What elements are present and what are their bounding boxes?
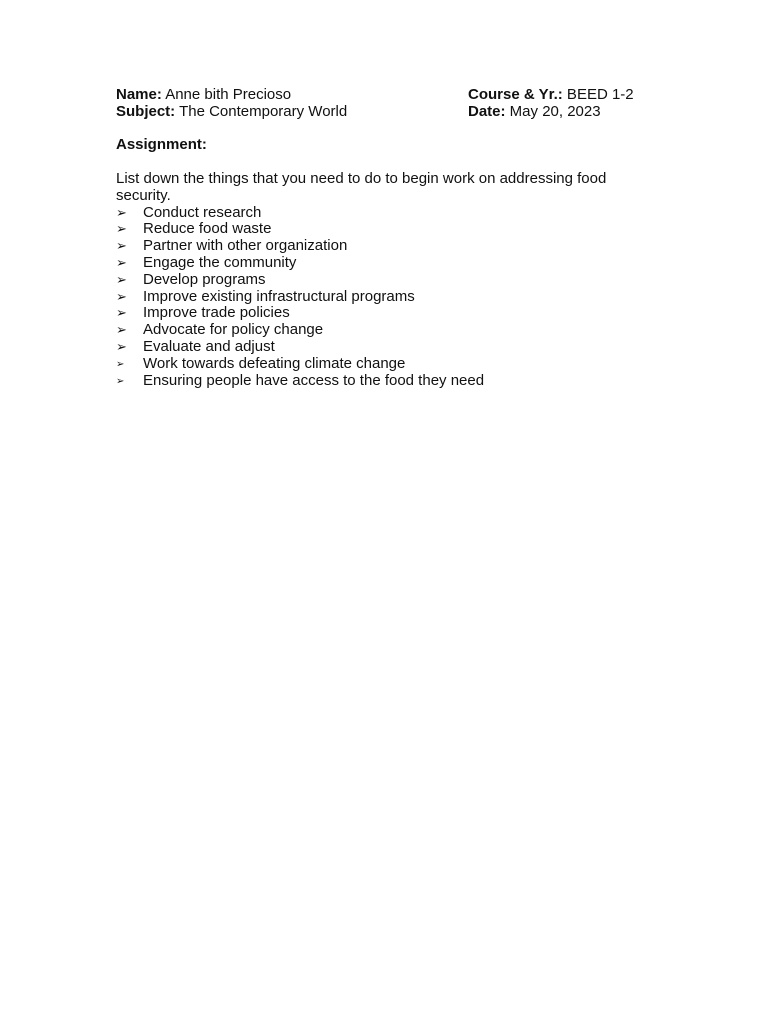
- list-item: [116, 339, 656, 356]
- list-item: [116, 373, 656, 390]
- course-field: [468, 87, 634, 104]
- list-item-text: Improve trade policies: [143, 304, 290, 322]
- list-item-text: Engage the community: [143, 253, 297, 271]
- arrow-bullet-icon: ➢: [116, 238, 127, 254]
- list-item: [116, 322, 656, 339]
- arrow-bullet-icon: ➢: [116, 221, 127, 237]
- arrow-bullet-icon: ➢: [116, 271, 127, 287]
- arrow-bullet-icon: ➢: [116, 204, 127, 220]
- name-label: Name:: [116, 86, 162, 103]
- arrow-bullet-icon: ➢: [116, 375, 125, 387]
- subject-value: The Contemporary World: [175, 102, 348, 120]
- list-item: [116, 305, 656, 322]
- header-row-1: [116, 87, 656, 104]
- list-item: [116, 238, 656, 255]
- arrow-bullet-icon: ➢: [116, 358, 125, 370]
- course-label: Course & Yr.:: [468, 86, 563, 103]
- name-field: [116, 86, 291, 103]
- date-field: [468, 104, 601, 121]
- arrow-bullet-icon: ➢: [116, 305, 127, 321]
- assignment-heading: Assignment:: [116, 136, 207, 154]
- list-item-text: Ensuring people have access to the food they need: [143, 371, 485, 389]
- list-item: [116, 221, 656, 238]
- arrow-bullet-icon: ➢: [116, 322, 127, 338]
- list-item: [116, 205, 656, 222]
- course-value: BEED 1-2: [562, 86, 634, 103]
- list-item-text: Reduce food waste: [143, 220, 272, 238]
- document-body: [116, 87, 656, 389]
- subject-field: [116, 103, 347, 120]
- list-item: [116, 289, 656, 306]
- list-item: [116, 272, 656, 289]
- list-item-text: Work towards defeating climate change: [143, 354, 406, 372]
- arrow-bullet-icon: ➢: [116, 254, 127, 270]
- name-value: Anne bith Precioso: [161, 86, 292, 103]
- list-item-text: Advocate for policy change: [143, 321, 324, 339]
- spacer: [116, 154, 656, 171]
- arrow-bullet-icon: ➢: [116, 288, 127, 304]
- list-item-text: Evaluate and adjust: [143, 337, 275, 355]
- arrow-bullet-icon: ➢: [116, 338, 127, 354]
- list-item-text: Conduct research: [143, 203, 262, 221]
- date-value: May 20, 2023: [505, 102, 601, 120]
- subject-label: Subject:: [116, 102, 176, 120]
- list-item: [116, 255, 656, 272]
- bullet-list: [116, 205, 656, 390]
- header-row-2: [116, 104, 656, 121]
- assignment-instructions: List down the things that you need to do to begin work on addressing food security.: [116, 169, 607, 204]
- date-label: Date:: [468, 102, 506, 120]
- list-item-text: Improve existing infrastructural programs: [143, 287, 415, 305]
- list-item-text: Partner with other organization: [143, 237, 348, 255]
- list-item: [116, 356, 656, 373]
- spacer: [116, 121, 656, 138]
- list-item-text: Develop programs: [143, 270, 266, 288]
